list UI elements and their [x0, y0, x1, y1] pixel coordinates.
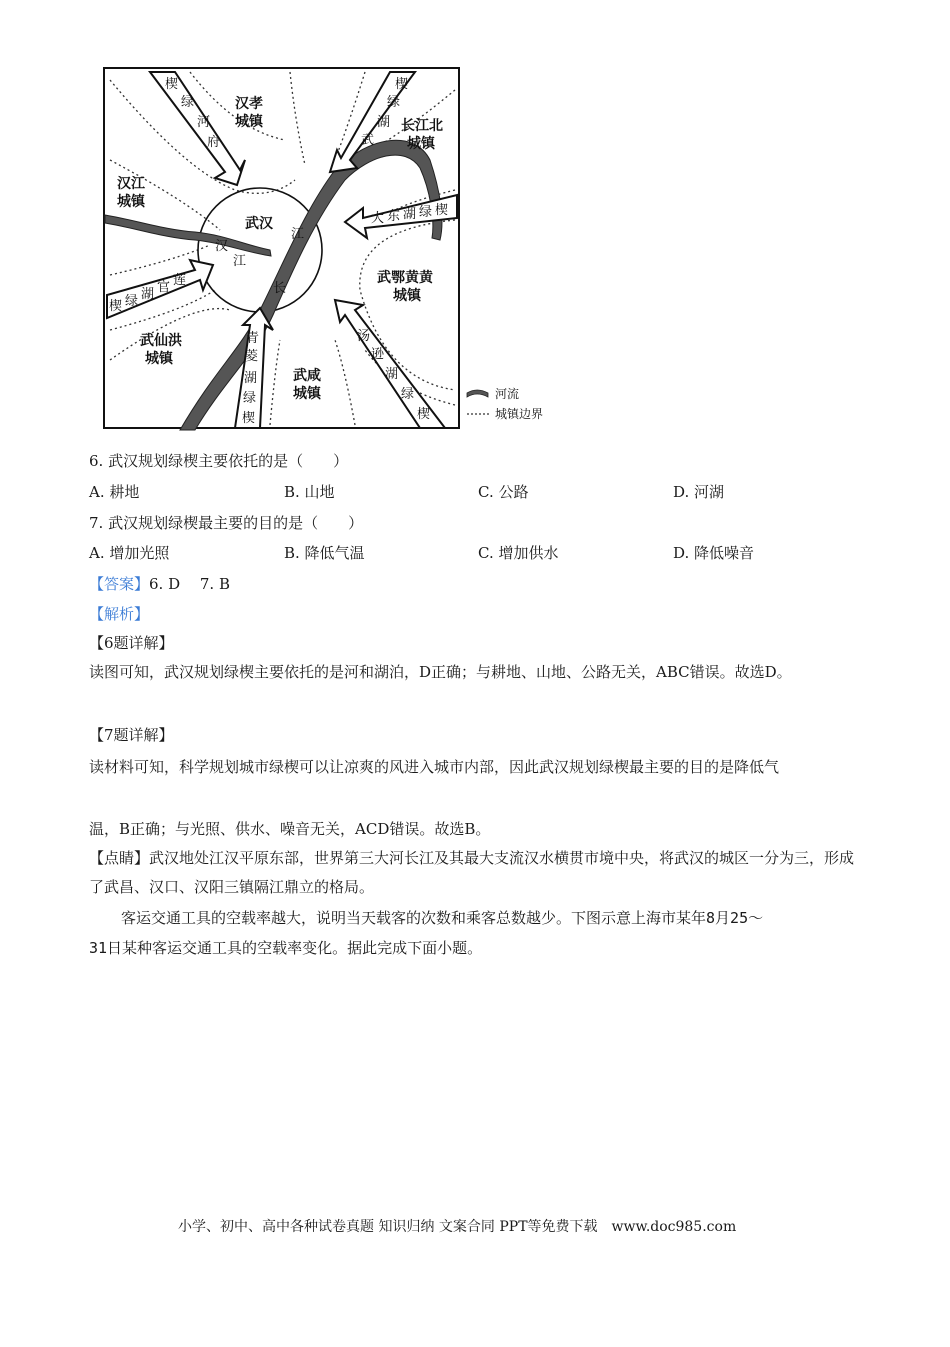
town-wuxianhong-2: 城镇 [145, 351, 173, 367]
q7-option-b: B. 降低气温 [284, 544, 365, 562]
page-footer: 小学、初中、高中各种试卷真题 知识归纳 文案合同 PPT等免费下载 www.doc985.com [178, 1219, 737, 1235]
town-hanxiao-1: 汉孝 [235, 96, 263, 112]
q7-option-a: A. 增加光照 [89, 544, 170, 562]
wedge-wuhu-c2: 湖 [377, 115, 391, 130]
wedge-wuhu-c1: 绿 [387, 95, 401, 110]
town-wuehh-1: 武鄂黄黄 [377, 270, 433, 286]
q7-option-c: C. 增加供水 [478, 544, 559, 562]
tip-paragraph: 【点睛】武汉地处江汉平原东部，世界第三大河长江及其最大支流汉水横贯市境中央，将武汉的城区一分为三，形成了武昌、汉口、汉阳三镇隔江鼎立的格局。 [89, 849, 855, 896]
wedge-qingling-c0: 青 [246, 331, 260, 346]
town-hanxiao-2: 城镇 [235, 114, 263, 130]
wedge-dadong-c3: 绿 [419, 205, 433, 220]
map-legend [467, 386, 543, 421]
town-changjiangbei-1: 长江北 [401, 118, 443, 134]
wedge-dadong-c2: 湖 [403, 207, 417, 222]
answer-tag: 【答案】 [89, 575, 150, 593]
wedge-wuhu-c3: 武 [361, 133, 375, 148]
wedge-tangxun-c4: 楔 [417, 407, 431, 422]
wedge-dadong-c4: 楔 [435, 203, 449, 218]
town-wuxianhong-1: 武仙洪 [140, 333, 182, 349]
town-wuxian-1: 武咸 [293, 368, 321, 384]
wedge-dadong-c0: 大 [371, 211, 385, 226]
q7-detail-line1: 读材料可知，科学规划城市绿楔可以让凉爽的风进入城市内部，因此武汉规划绿楔最主要的目的是降低气 [89, 758, 780, 776]
wedge-tangxun-c1: 逊 [371, 347, 385, 362]
q7-stem: 7. 武汉规划绿楔最主要的目的是（ ） [89, 514, 364, 532]
river-label-jiang-2: 江 [233, 254, 247, 269]
wedge-hanfu-c0: 楔 [165, 77, 179, 92]
town-wuxian-2: 城镇 [293, 386, 321, 402]
wedge-guanlian-c2: 湖 [141, 287, 155, 302]
next-intro-line2: 31日某种客运交通工具的空载率变化。据此完成下面小题。 [89, 939, 483, 957]
town-hanjiang-2: 城镇 [117, 194, 145, 210]
town-changjiangbei-2: 城镇 [407, 136, 435, 152]
wedge-dadong-c1: 东 [387, 209, 401, 224]
legend-river-label: 河流 [495, 387, 520, 401]
wedge-qingling-c1: 菱 [245, 349, 259, 364]
q7-detail-line2: 温，B正确；与光照、供水、噪音无关，ACD错误。故选B。 [89, 820, 491, 838]
q6-detail-body: 读图可知，武汉规划绿楔主要依托的是河和湖泊，D正确；与耕地、山地、公路无关，ABC错误。故选D。 [89, 663, 792, 681]
wedge-tangxun-c3: 绿 [401, 387, 415, 402]
wedge-tangxun-c2: 湖 [385, 367, 399, 382]
wedge-qingling-c2: 湖 [244, 371, 258, 386]
river-label-han: 汉 [215, 239, 229, 254]
q7-option-d: D. 降低噪音 [673, 544, 755, 562]
q6-option-d: D. 河湖 [673, 483, 725, 501]
q6-stem: 6. 武汉规划绿楔主要依托的是（ ） [89, 452, 349, 470]
wedge-qingling-c3: 绿 [243, 391, 257, 406]
legend-river-swatch [467, 390, 488, 397]
wedge-guanlian-c3: 官 [157, 280, 171, 295]
answer-text: 6. D 7. B [149, 575, 230, 593]
wedge-guanlian-c1: 绿 [125, 294, 139, 309]
legend-boundary-label: 城镇边界 [495, 407, 544, 421]
wedge-tangxun-c0: 汤 [357, 329, 371, 344]
q7-detail-title: 【7题详解】 [89, 726, 174, 744]
wedge-wuhu-c0: 楔 [395, 77, 409, 92]
q6-option-a: A. 耕地 [89, 483, 140, 501]
wedge-hanfu-c1: 绿 [181, 95, 195, 110]
analysis-tag: 【解析】 [89, 605, 150, 623]
answer-line [89, 573, 230, 594]
wuhan-green-wedge-map [95, 60, 565, 435]
river-label-jiang-1: 江 [291, 227, 305, 242]
wedge-hanfu-c2: 河 [197, 115, 211, 130]
town-wuhan: 武汉 [245, 216, 273, 232]
wedge-hanfu-c3: 府 [207, 135, 221, 150]
town-wuehh-2: 城镇 [393, 288, 421, 304]
river-label-chang: 长 [273, 281, 287, 296]
next-intro-line1: 客运交通工具的空载率越大，说明当天载客的次数和乘客总数越少。下图示意上海市某年8月25～ [121, 909, 764, 927]
wedge-guanlian-c4: 莲 [173, 273, 187, 288]
wedge-guanlian-c0: 楔 [109, 299, 123, 314]
q6-detail-title: 【6题详解】 [89, 634, 174, 652]
q6-option-b: B. 山地 [284, 483, 335, 501]
town-hanjiang-1: 汉江 [117, 176, 145, 192]
q6-option-c: C. 公路 [478, 483, 529, 501]
wedge-qingling-c4: 楔 [242, 411, 256, 426]
